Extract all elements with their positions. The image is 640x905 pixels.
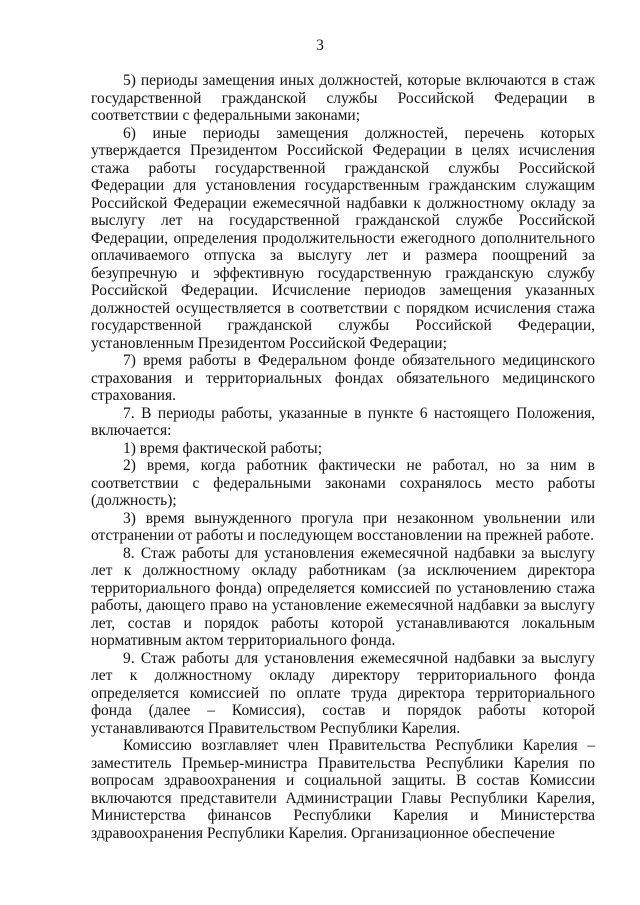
paragraph-clause-7-item-3: 3) время вынужденного прогула при незаконном увольнении или отстранении от работы и последующем восстановлении на прежней работе.: [91, 509, 595, 544]
document-body: [91, 72, 595, 842]
paragraph-clause-7: 7. В периоды работы, указанные в пункте 6 настоящего Положения, включается:: [91, 404, 595, 439]
paragraph-clause-8: 8. Стаж работы для установления ежемесячной надбавки за выслугу лет к должностному окладу работникам (за исключением директора территориального фонда) определяется комиссией по установлению стажа работы, дающего право на установление ежемесячной надбавки за выслугу лет, состав и порядок работы которой устанавливаются локальным нормативным актом территориального фонда.: [91, 544, 595, 649]
paragraph-item-7-ffoms: 7) время работы в Федеральном фонде обязательного медицинского страхования и территориальных фондах обязательного медицинского страхования.: [91, 352, 595, 404]
paragraph-commission: Комиссию возглавляет член Правительства Республики Карелия – заместитель Премьер-министра Правительства Республики Карелия по вопросам здравоохранения и социальной защиты. В состав Комиссии включаются представители Администрации Главы Республики Карелия, Министерства финансов Республики Карелия и Министерства здравоохранения Республики Карелия. Организационное обеспечение: [91, 737, 595, 842]
paragraph-item-6: 6) иные периоды замещения должностей, перечень которых утверждается Президентом Российской Федерации в целях исчисления стажа работы государственной гражданской службы Российской Федерации для установления государственным гражданским служащим Российской Федерации ежемесячной надбавки к должностному окладу за выслугу лет на государственной гражданской службе Российской Федерации, определения продолжительности ежегодного дополнительного оплачиваемого отпуска за выслугу лет и размера поощрений за безупречную и эффективную государственную гражданскую службу Российской Федерации. Исчисление периодов замещения указанных должностей осуществляется в соответствии с порядком исчисления стажа государственной гражданской службы Российской Федерации, установленным Президентом Российской Федерации;: [91, 124, 595, 352]
paragraph-clause-7-item-1: 1) время фактической работы;: [123, 439, 323, 457]
page-number: 3: [316, 37, 324, 54]
paragraph-clause-9: 9. Стаж работы для установления ежемесячной надбавки за выслугу лет к должностному окладу директору территориального фонда определяется комиссией по оплате труда директора территориального фонда (далее – Комиссия), состав и порядок работы которой устанавливаются Правительством Республики Карелия.: [91, 649, 595, 737]
paragraph-item-5: 5) периоды замещения иных должностей, которые включаются в стаж государственной гражданской службы Российской Федерации в соответствии с федеральными законами;: [91, 72, 595, 124]
paragraph-clause-7-item-2: 2) время, когда работник фактически не работал, но за ним в соответствии с федеральными законами сохранялось место работы (должность);: [91, 457, 595, 509]
